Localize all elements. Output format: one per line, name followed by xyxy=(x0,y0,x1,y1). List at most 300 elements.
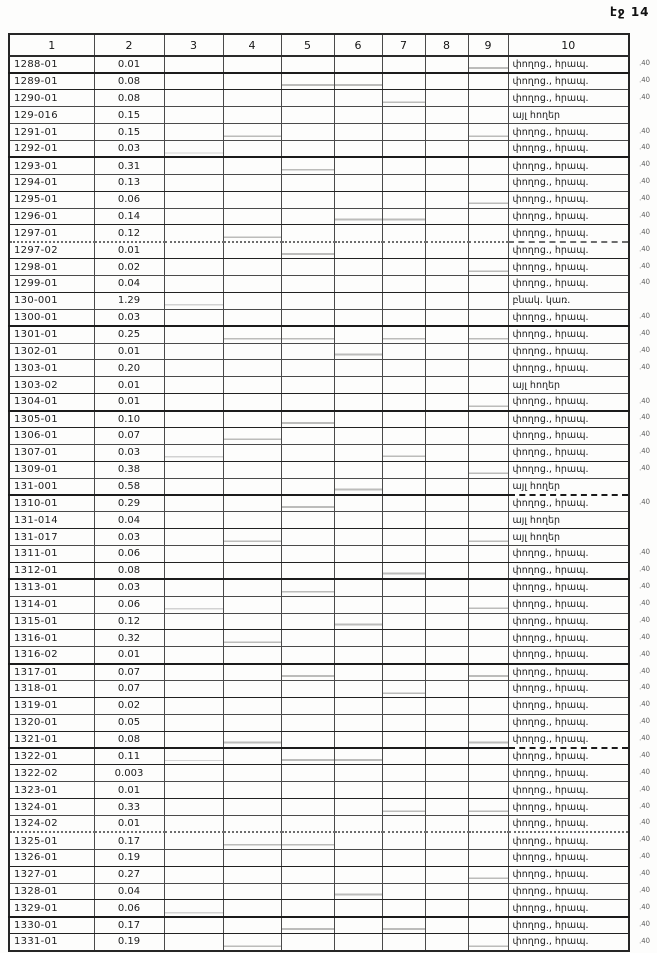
empty-cell xyxy=(281,883,334,900)
land-use-cell: փողոց., հրապ. xyxy=(508,816,629,833)
empty-cell xyxy=(223,411,281,428)
table-row xyxy=(9,73,629,90)
empty-cell xyxy=(281,765,334,782)
margin-mark: .40 xyxy=(638,75,651,85)
empty-cell xyxy=(468,664,508,681)
table-row xyxy=(9,157,629,174)
empty-cell xyxy=(382,799,425,816)
empty-cell xyxy=(223,596,281,613)
empty-cell xyxy=(223,259,281,276)
land-use-cell: փողոց., հրապ. xyxy=(508,90,629,107)
table-row xyxy=(9,849,629,866)
area-value-cell: 0.003 xyxy=(94,765,164,782)
empty-cell xyxy=(334,579,382,596)
parcel-code-cell: 129-016 xyxy=(9,107,94,124)
table-row xyxy=(9,225,629,242)
margin-mark: .40 xyxy=(638,564,651,574)
empty-cell xyxy=(425,444,468,461)
parcel-code-cell: 1303-01 xyxy=(9,360,94,377)
land-use-cell: այլ հողեր xyxy=(508,529,629,546)
margin-mark: .40 xyxy=(638,278,651,287)
empty-cell xyxy=(334,664,382,681)
table-row xyxy=(9,664,629,681)
empty-cell xyxy=(425,90,468,107)
land-use-cell: փողոց., հրապ. xyxy=(508,883,629,900)
empty-cell xyxy=(281,529,334,546)
parcel-code-cell: 1326-01 xyxy=(9,849,94,866)
land-use-cell: փողոց., հրապ. xyxy=(508,681,629,698)
empty-cell xyxy=(334,731,382,748)
area-value-cell: 0.06 xyxy=(94,546,164,563)
parcel-code-cell: 1310-01 xyxy=(9,495,94,512)
parcel-code-cell: 1297-01 xyxy=(9,225,94,242)
empty-cell xyxy=(425,225,468,242)
table-row xyxy=(9,630,629,647)
area-value-cell: 0.12 xyxy=(94,613,164,630)
table-row xyxy=(9,512,629,529)
empty-cell xyxy=(382,782,425,799)
empty-cell xyxy=(468,276,508,293)
table-row xyxy=(9,748,629,765)
empty-cell xyxy=(223,562,281,579)
table-row xyxy=(9,326,629,343)
empty-cell xyxy=(468,478,508,495)
land-use-cell: այլ հողեր xyxy=(508,107,629,124)
empty-cell xyxy=(164,529,223,546)
empty-cell xyxy=(281,107,334,124)
parcel-code-cell: 1299-01 xyxy=(9,276,94,293)
empty-cell xyxy=(382,714,425,731)
empty-cell xyxy=(281,141,334,158)
empty-cell xyxy=(334,562,382,579)
parcel-code-cell: 131-001 xyxy=(9,478,94,495)
empty-cell xyxy=(468,292,508,309)
empty-cell xyxy=(164,444,223,461)
empty-cell xyxy=(164,697,223,714)
empty-cell xyxy=(334,141,382,158)
empty-cell xyxy=(334,411,382,428)
empty-cell xyxy=(425,562,468,579)
empty-cell xyxy=(223,427,281,444)
parcel-code-cell: 1306-01 xyxy=(9,427,94,444)
empty-cell xyxy=(223,866,281,883)
land-use-cell: փողոց., հրապ. xyxy=(508,360,629,377)
land-use-cell: փողոց., հրապ. xyxy=(508,562,629,579)
empty-cell xyxy=(164,377,223,394)
area-value-cell: 0.04 xyxy=(94,276,164,293)
table-row xyxy=(9,343,629,360)
empty-cell xyxy=(382,56,425,73)
empty-cell xyxy=(382,731,425,748)
parcel-code-cell: 1302-01 xyxy=(9,343,94,360)
land-register-table xyxy=(8,33,630,952)
empty-cell xyxy=(425,394,468,411)
table-row xyxy=(9,816,629,833)
empty-cell xyxy=(468,157,508,174)
empty-cell xyxy=(334,478,382,495)
empty-cell xyxy=(334,326,382,343)
land-use-cell: փողոց., հրապ. xyxy=(508,647,629,664)
empty-cell xyxy=(334,647,382,664)
empty-cell xyxy=(468,866,508,883)
empty-cell xyxy=(425,309,468,326)
empty-cell xyxy=(425,866,468,883)
parcel-code-cell: 1330-01 xyxy=(9,917,94,934)
empty-cell xyxy=(468,141,508,158)
empty-cell xyxy=(223,630,281,647)
table-row xyxy=(9,883,629,900)
margin-mark: .40 xyxy=(638,227,651,237)
area-value-cell: 0.33 xyxy=(94,799,164,816)
column-header: 5 xyxy=(281,34,334,56)
margin-mark: .40 xyxy=(638,413,651,422)
empty-cell xyxy=(281,157,334,174)
empty-cell xyxy=(425,157,468,174)
empty-cell xyxy=(382,259,425,276)
margin-mark: .40 xyxy=(638,801,651,810)
empty-cell xyxy=(425,107,468,124)
empty-cell xyxy=(164,124,223,141)
empty-cell xyxy=(468,377,508,394)
empty-cell xyxy=(334,394,382,411)
empty-cell xyxy=(164,596,223,613)
margin-mark: .40 xyxy=(638,666,651,675)
empty-cell xyxy=(281,343,334,360)
empty-cell xyxy=(425,816,468,833)
empty-cell xyxy=(468,360,508,377)
empty-cell xyxy=(468,73,508,90)
empty-cell xyxy=(164,883,223,900)
land-use-cell: փողոց., հրապ. xyxy=(508,714,629,731)
empty-cell xyxy=(334,90,382,107)
parcel-code-cell: 1296-01 xyxy=(9,208,94,225)
empty-cell xyxy=(223,225,281,242)
land-use-cell: փողոց., հրապ. xyxy=(508,411,629,428)
land-use-cell: փողոց., հրապ. xyxy=(508,596,629,613)
empty-cell xyxy=(223,107,281,124)
empty-cell xyxy=(223,292,281,309)
table-header-row xyxy=(9,34,629,56)
empty-cell xyxy=(223,883,281,900)
empty-cell xyxy=(468,242,508,259)
margin-mark: .40 xyxy=(638,632,651,642)
empty-cell xyxy=(468,107,508,124)
empty-cell xyxy=(468,681,508,698)
empty-cell xyxy=(223,900,281,917)
table-row xyxy=(9,529,629,546)
empty-cell xyxy=(223,124,281,141)
parcel-code-cell: 1317-01 xyxy=(9,664,94,681)
empty-cell xyxy=(468,579,508,596)
table-row xyxy=(9,411,629,428)
table-row xyxy=(9,478,629,495)
empty-cell xyxy=(223,276,281,293)
empty-cell xyxy=(382,816,425,833)
empty-cell xyxy=(164,157,223,174)
parcel-code-cell: 1321-01 xyxy=(9,731,94,748)
area-value-cell: 0.10 xyxy=(94,411,164,428)
area-value-cell: 0.20 xyxy=(94,360,164,377)
parcel-code-cell: 1327-01 xyxy=(9,866,94,883)
column-header: 2 xyxy=(94,34,164,56)
empty-cell xyxy=(281,444,334,461)
empty-cell xyxy=(164,292,223,309)
empty-cell xyxy=(281,360,334,377)
area-value-cell: 0.32 xyxy=(94,630,164,647)
table-row xyxy=(9,208,629,225)
empty-cell xyxy=(164,917,223,934)
area-value-cell: 0.07 xyxy=(94,681,164,698)
empty-cell xyxy=(334,546,382,563)
land-use-cell: փողոց., հրապ. xyxy=(508,917,629,934)
empty-cell xyxy=(468,799,508,816)
empty-cell xyxy=(164,461,223,478)
table-row xyxy=(9,900,629,917)
empty-cell xyxy=(382,613,425,630)
land-use-cell: փողոց., հրապ. xyxy=(508,124,629,141)
land-use-cell: փողոց., հրապ. xyxy=(508,866,629,883)
empty-cell xyxy=(334,529,382,546)
margin-mark xyxy=(632,476,657,495)
margin-mark: .40 xyxy=(638,615,651,625)
empty-cell xyxy=(468,394,508,411)
empty-cell xyxy=(334,107,382,124)
empty-cell xyxy=(334,157,382,174)
empty-cell xyxy=(468,343,508,360)
column-header: 4 xyxy=(223,34,281,56)
empty-cell xyxy=(468,191,508,208)
empty-cell xyxy=(223,478,281,495)
empty-cell xyxy=(164,360,223,377)
table-row xyxy=(9,765,629,782)
empty-cell xyxy=(164,748,223,765)
empty-cell xyxy=(468,208,508,225)
empty-cell xyxy=(425,849,468,866)
empty-cell xyxy=(281,849,334,866)
margin-marks-column xyxy=(633,55,657,949)
empty-cell xyxy=(281,748,334,765)
land-use-cell: փողոց., հրապ. xyxy=(508,343,629,360)
column-header: 1 xyxy=(9,34,94,56)
empty-cell xyxy=(382,697,425,714)
empty-cell xyxy=(281,191,334,208)
empty-cell xyxy=(164,242,223,259)
empty-cell xyxy=(382,579,425,596)
table-row xyxy=(9,799,629,816)
area-value-cell: 0.15 xyxy=(94,124,164,141)
parcel-code-cell: 1290-01 xyxy=(9,90,94,107)
empty-cell xyxy=(164,478,223,495)
area-value-cell: 0.29 xyxy=(94,495,164,512)
empty-cell xyxy=(334,292,382,309)
empty-cell xyxy=(334,917,382,934)
table-row xyxy=(9,191,629,208)
area-value-cell: 0.08 xyxy=(94,73,164,90)
column-header: 9 xyxy=(468,34,508,56)
table-row xyxy=(9,444,629,461)
empty-cell xyxy=(334,495,382,512)
margin-mark: .40 xyxy=(638,598,651,608)
table-row xyxy=(9,276,629,293)
parcel-code-cell: 1331-01 xyxy=(9,934,94,951)
margin-mark: .40 xyxy=(638,58,651,68)
margin-mark: .40 xyxy=(638,919,651,929)
parcel-code-cell: 1303-02 xyxy=(9,377,94,394)
margin-mark xyxy=(632,105,657,124)
parcel-code-cell: 1292-01 xyxy=(9,141,94,158)
empty-cell xyxy=(425,208,468,225)
empty-cell xyxy=(334,124,382,141)
margin-mark: .40 xyxy=(638,767,651,777)
land-use-cell: այլ հողեր xyxy=(508,512,629,529)
empty-cell xyxy=(281,208,334,225)
parcel-code-cell: 1289-01 xyxy=(9,73,94,90)
empty-cell xyxy=(164,326,223,343)
empty-cell xyxy=(334,697,382,714)
empty-cell xyxy=(425,714,468,731)
empty-cell xyxy=(223,782,281,799)
empty-cell xyxy=(382,866,425,883)
empty-cell xyxy=(334,461,382,478)
empty-cell xyxy=(334,866,382,883)
empty-cell xyxy=(425,259,468,276)
area-value-cell: 0.58 xyxy=(94,478,164,495)
margin-mark: .40 xyxy=(638,126,651,135)
empty-cell xyxy=(382,292,425,309)
empty-cell xyxy=(468,444,508,461)
empty-cell xyxy=(468,697,508,714)
land-use-cell: փողոց., հրապ. xyxy=(508,394,629,411)
empty-cell xyxy=(334,259,382,276)
empty-cell xyxy=(382,73,425,90)
empty-cell xyxy=(164,73,223,90)
area-value-cell: 0.01 xyxy=(94,647,164,664)
empty-cell xyxy=(164,934,223,951)
table-row xyxy=(9,90,629,107)
empty-cell xyxy=(334,630,382,647)
empty-cell xyxy=(382,208,425,225)
table-row xyxy=(9,562,629,579)
empty-cell xyxy=(281,799,334,816)
empty-cell xyxy=(223,546,281,563)
empty-cell xyxy=(425,832,468,849)
land-use-cell: փողոց., հրապ. xyxy=(508,579,629,596)
empty-cell xyxy=(382,90,425,107)
column-header: 6 xyxy=(334,34,382,56)
table-row xyxy=(9,832,629,849)
area-value-cell: 0.03 xyxy=(94,309,164,326)
empty-cell xyxy=(334,444,382,461)
empty-cell xyxy=(223,799,281,816)
parcel-code-cell: 1320-01 xyxy=(9,714,94,731)
margin-mark: .40 xyxy=(638,345,651,355)
table-row xyxy=(9,546,629,563)
empty-cell xyxy=(281,681,334,698)
empty-cell xyxy=(223,174,281,191)
empty-cell xyxy=(281,461,334,478)
empty-cell xyxy=(382,512,425,529)
empty-cell xyxy=(164,630,223,647)
empty-cell xyxy=(281,697,334,714)
empty-cell xyxy=(425,630,468,647)
empty-cell xyxy=(334,360,382,377)
empty-cell xyxy=(382,377,425,394)
table-row xyxy=(9,495,629,512)
land-use-cell: փողոց., հրապ. xyxy=(508,495,629,512)
parcel-code-cell: 130-001 xyxy=(9,292,94,309)
table-row xyxy=(9,427,629,444)
land-use-cell: փողոց., հրապ. xyxy=(508,697,629,714)
empty-cell xyxy=(281,73,334,90)
empty-cell xyxy=(334,512,382,529)
empty-cell xyxy=(468,326,508,343)
empty-cell xyxy=(223,832,281,849)
empty-cell xyxy=(334,832,382,849)
empty-cell xyxy=(425,512,468,529)
empty-cell xyxy=(468,56,508,73)
area-value-cell: 0.19 xyxy=(94,934,164,951)
margin-mark: .40 xyxy=(638,396,651,405)
area-value-cell: 0.01 xyxy=(94,242,164,259)
empty-cell xyxy=(281,394,334,411)
area-value-cell: 0.03 xyxy=(94,141,164,158)
table-row xyxy=(9,579,629,596)
empty-cell xyxy=(164,664,223,681)
land-use-cell: փողոց., հրապ. xyxy=(508,141,629,158)
empty-cell xyxy=(223,208,281,225)
empty-cell xyxy=(382,174,425,191)
parcel-code-cell: 1322-02 xyxy=(9,765,94,782)
empty-cell xyxy=(425,326,468,343)
empty-cell xyxy=(468,562,508,579)
empty-cell xyxy=(223,849,281,866)
land-use-cell: փողոց., հրապ. xyxy=(508,427,629,444)
empty-cell xyxy=(425,647,468,664)
empty-cell xyxy=(425,461,468,478)
margin-mark: .40 xyxy=(638,463,651,473)
empty-cell xyxy=(281,478,334,495)
parcel-code-cell: 1294-01 xyxy=(9,174,94,191)
empty-cell xyxy=(281,276,334,293)
empty-cell xyxy=(382,309,425,326)
parcel-code-cell: 1297-02 xyxy=(9,242,94,259)
margin-mark: .40 xyxy=(638,244,651,254)
table-row xyxy=(9,647,629,664)
empty-cell xyxy=(164,90,223,107)
empty-cell xyxy=(468,900,508,917)
empty-cell xyxy=(223,934,281,951)
empty-cell xyxy=(334,748,382,765)
table-row xyxy=(9,731,629,748)
empty-cell xyxy=(425,427,468,444)
empty-cell xyxy=(425,360,468,377)
area-value-cell: 0.01 xyxy=(94,377,164,394)
margin-mark: .40 xyxy=(638,193,651,203)
empty-cell xyxy=(468,714,508,731)
empty-cell xyxy=(281,259,334,276)
table-row xyxy=(9,259,629,276)
empty-cell xyxy=(382,562,425,579)
empty-cell xyxy=(281,124,334,141)
empty-cell xyxy=(468,849,508,866)
empty-cell xyxy=(382,394,425,411)
empty-cell xyxy=(334,377,382,394)
empty-cell xyxy=(468,174,508,191)
area-value-cell: 0.04 xyxy=(94,512,164,529)
empty-cell xyxy=(164,56,223,73)
area-value-cell: 0.07 xyxy=(94,664,164,681)
empty-cell xyxy=(223,579,281,596)
